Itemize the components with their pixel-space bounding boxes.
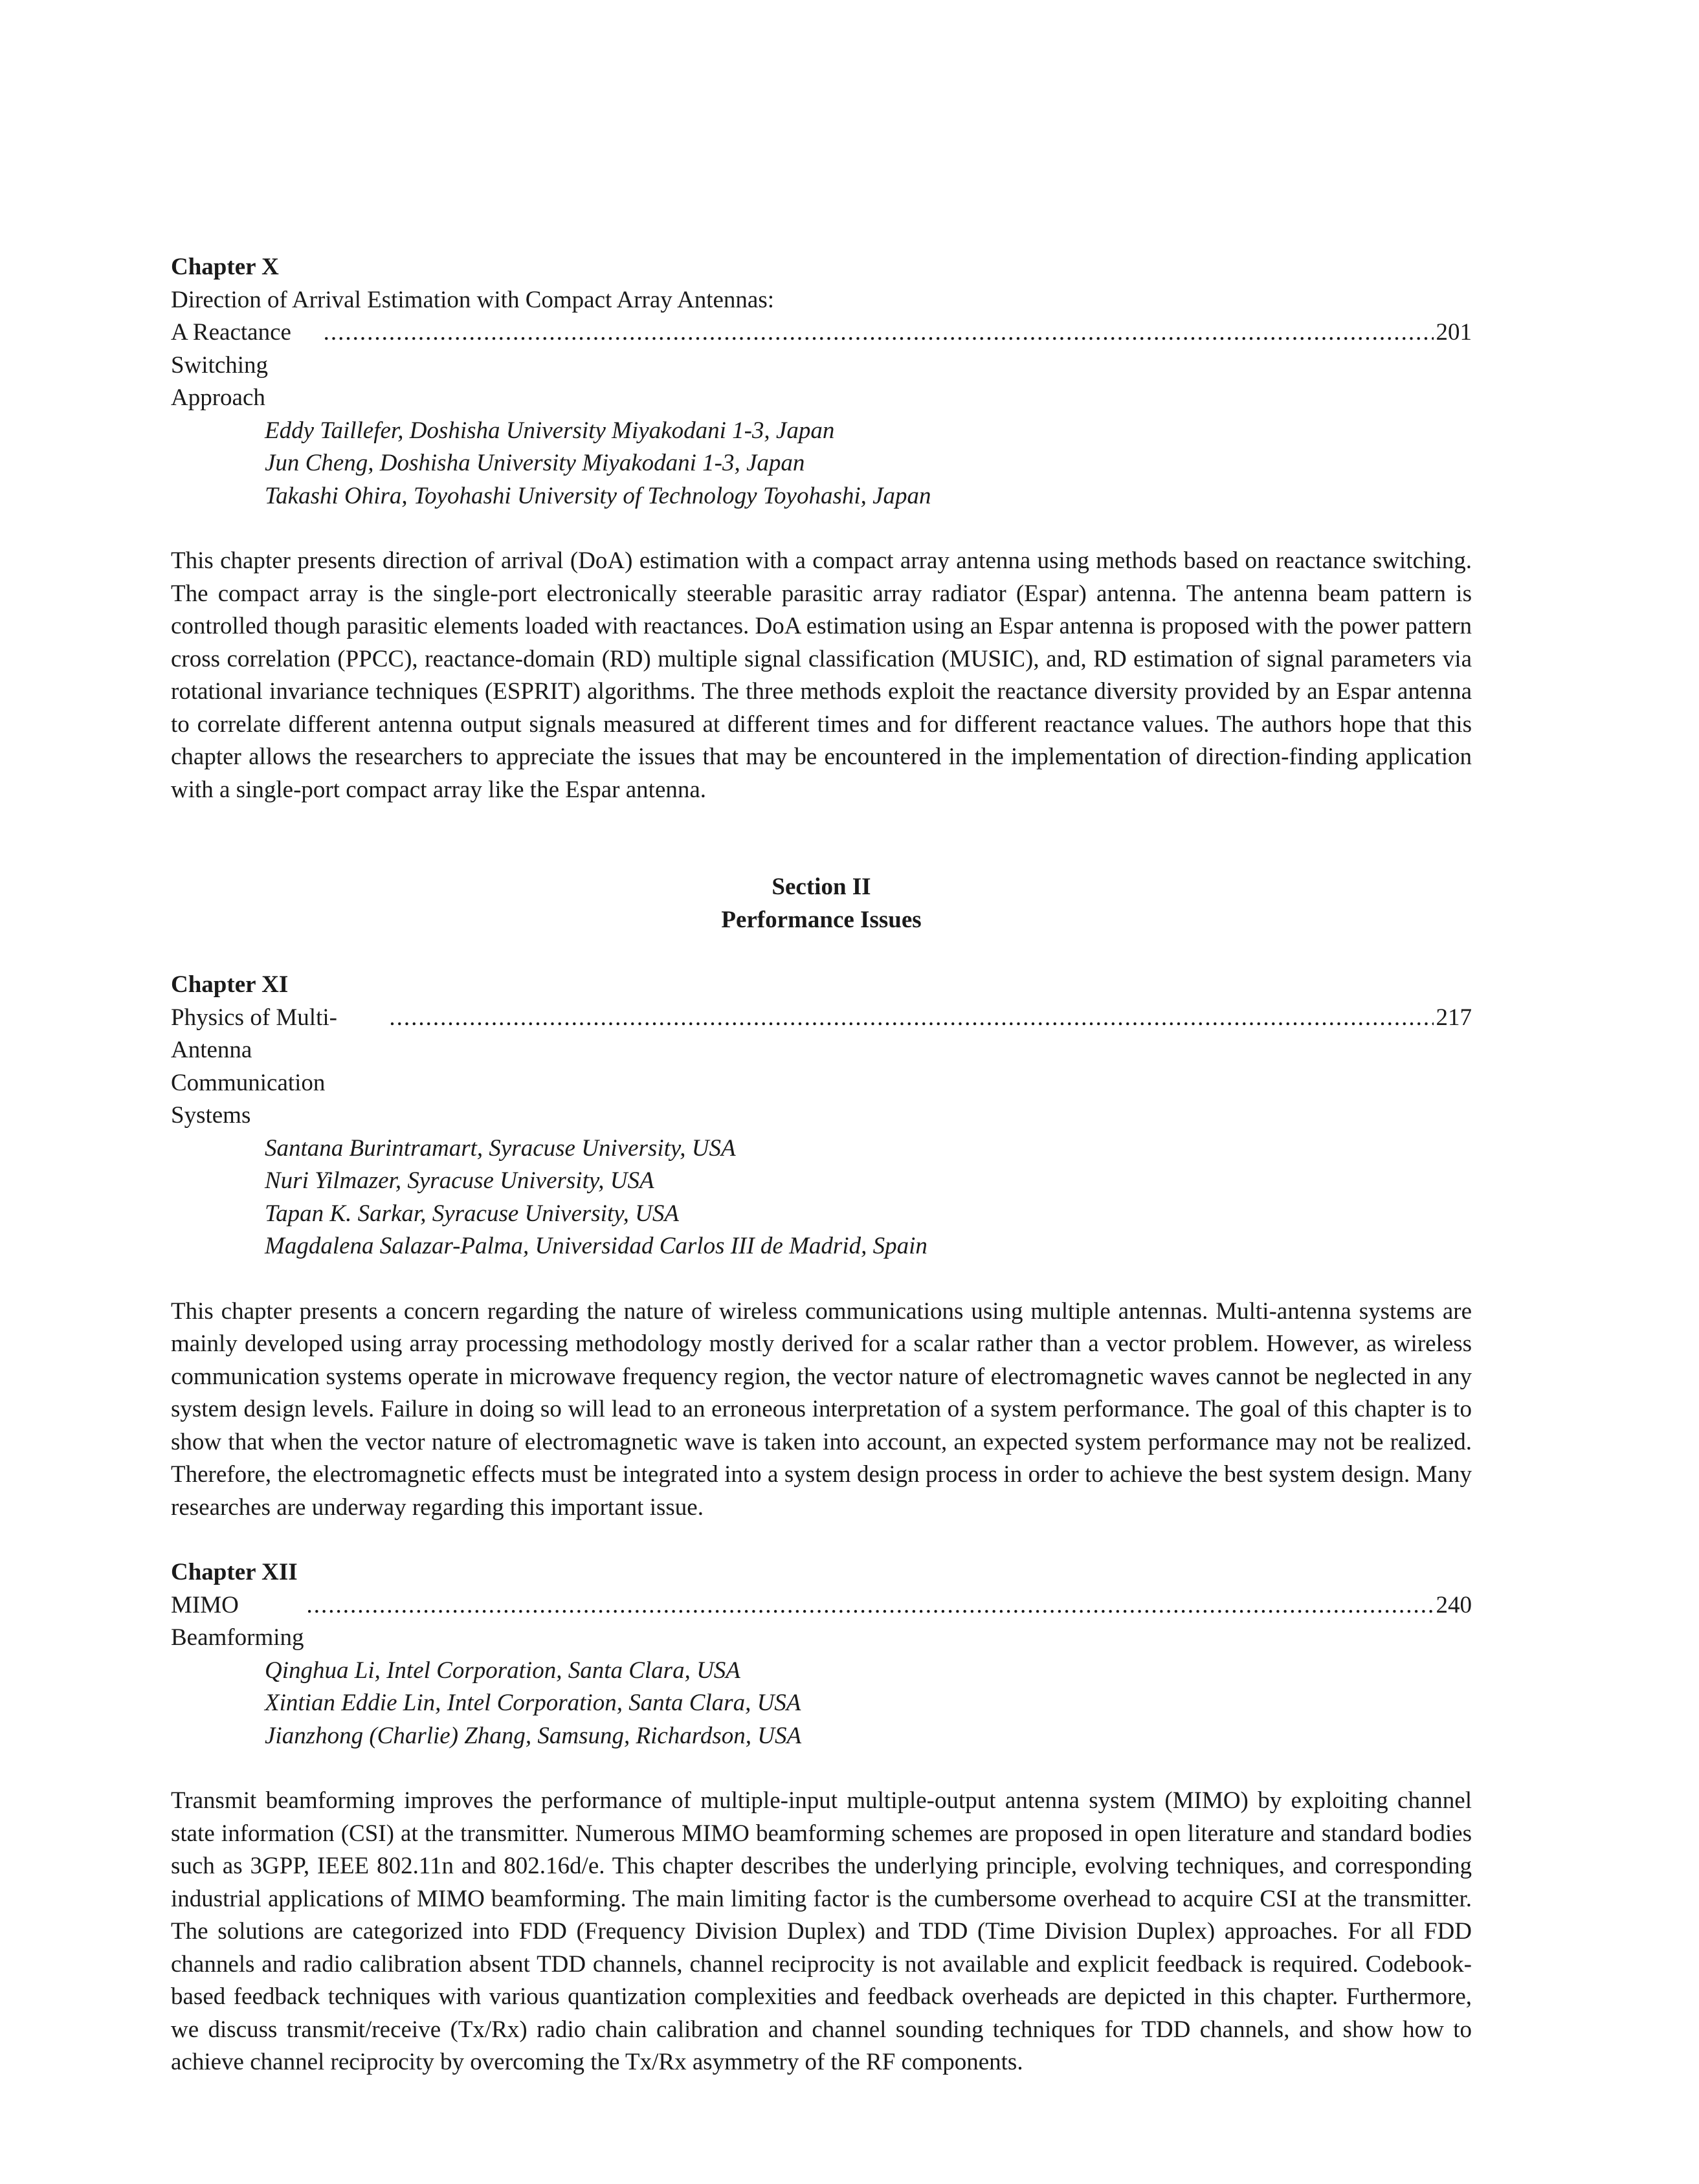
author: Magdalena Salazar-Palma, Universidad Carlos III de Madrid, Spain xyxy=(265,1233,927,1259)
author: Qinghua Li, Intel Corporation, Santa Clara, USA xyxy=(265,1657,740,1684)
chapter-abstract: This chapter presents direction of arrival (DoA) estimation with a compact array antenna using methods based on reactance switching. The compact array is the single-port electronically steerable parasitic array radiator (Espar) antenna. The antenna beam pattern is controlled though parasitic elements loaded with reactances. DoA estimation using an Espar antenna is proposed with the power pattern cross correlation (PPCC), reactance-domain (RD) multiple signal classification (MUSIC), and, RD estimation of signal parameters via rotational invariance techniques (ESPRIT) algorithms. The three methods exploit the reactance diversity provided by an Espar antenna to correlate different antenna output signals measured at different times and for different reactance values. The authors hope that this chapter allows the researchers to appreciate the issues that may be encountered in the implementation of direction-finding application with a single-port compact array like the Espar antenna. xyxy=(171,547,1472,803)
toc-page xyxy=(171,251,1472,2079)
toc-entry[interactable] xyxy=(171,316,1472,415)
page-number: 201 xyxy=(1436,319,1472,346)
author: Takashi Ohira, Toyohashi University of Technology Toyohashi, Japan xyxy=(265,482,931,509)
section-title: Performance Issues xyxy=(721,906,922,933)
author: Eddy Taillefer, Doshisha University Miyakodani 1-3, Japan xyxy=(265,417,835,444)
chapter-xii xyxy=(171,1556,1472,2079)
toc-entry[interactable] xyxy=(171,1002,1472,1132)
toc-entry[interactable] xyxy=(171,1589,1472,1655)
author: Nuri Yilmazer, Syracuse University, USA xyxy=(265,1167,654,1194)
chapter-abstract: Transmit beamforming improves the performance of multiple-input multiple-output antenna system (MIMO) by exploiting channel state information (CSI) at the transmitter. Numerous MIMO beamforming schemes are proposed in open literature and standard bodies such as 3GPP, IEEE 802.11n and 802.16d/e. This chapter describes the underlying principle, evolving techniques, and corresponding industrial applications of MIMO beamforming. The main limiting factor is the cumbersome overhead to acquire CSI at the transmitter. The solutions are categorized into FDD (Frequency Division Duplex) and TDD (Time Division Duplex) approaches. For all FDD channels and radio calibration absent TDD channels, channel reciprocity is not available and explicit feedback is required. Codebook-based feedback techniques with various quantization complexities and feedback overheads are depicted in this chapter. Furthermore, we discuss transmit/receive (Tx/Rx) radio chain calibration and channel sounding techniques for TDD channels, and show how to achieve channel reciprocity by overcoming the Tx/Rx asymmetry of the RF components. xyxy=(171,1787,1472,2075)
chapter-title: A Reactance Switching Approach xyxy=(171,319,291,411)
chapter-heading: Chapter XI xyxy=(171,971,289,998)
author-list xyxy=(171,1655,1472,1753)
author: Santana Burintramart, Syracuse University, USA xyxy=(265,1134,736,1162)
chapter-heading: Chapter XII xyxy=(171,1559,298,1585)
page-number: 217 xyxy=(1436,1004,1472,1031)
author: Jianzhong (Charlie) Zhang, Samsung, Richardson, USA xyxy=(265,1722,802,1749)
section-number: Section II xyxy=(772,874,871,900)
author-list xyxy=(171,415,1472,513)
dot-leader xyxy=(324,316,1434,349)
chapter-title: Physics of Multi-Antenna Communication Systems xyxy=(171,1004,337,1129)
chapter-abstract: This chapter presents a concern regarding the nature of wireless communications using multiple antennas. Multi-antenna systems are mainly developed using array processing methodology mostly derived for a scalar rather than a vector problem. However, as wireless communication systems operate in microwave frequency region, the vector nature of electromagnetic waves cannot be neglected in any system design levels. Failure in doing so will lead to an erroneous interpretation of a system performance. The goal of this chapter is to show that when the vector nature of electromagnetic wave is taken into account, an expected system performance may not be realized. Therefore, the electromagnetic effects must be integrated into a system design process in order to achieve the best system design. Many researches are underway regarding this important issue. xyxy=(171,1297,1472,1521)
page-number: 240 xyxy=(1436,1591,1472,1618)
dot-leader xyxy=(389,1002,1433,1035)
chapter-xi xyxy=(171,969,1472,1524)
chapter-heading: Chapter X xyxy=(171,254,279,280)
author: Tapan K. Sarkar, Syracuse University, USA xyxy=(265,1200,679,1227)
author: Xintian Eddie Lin, Intel Corporation, Santa Clara, USA xyxy=(265,1690,801,1716)
chapter-x xyxy=(171,251,1472,806)
author-list xyxy=(171,1132,1472,1263)
author: Jun Cheng, Doshisha University Miyakodani 1-3, Japan xyxy=(265,450,805,476)
chapter-title: MIMO Beamforming xyxy=(171,1591,304,1651)
dot-leader xyxy=(307,1589,1434,1622)
chapter-title-line: Direction of Arrival Estimation with Compact Array Antennas: xyxy=(171,286,775,313)
section-heading xyxy=(171,871,1472,936)
